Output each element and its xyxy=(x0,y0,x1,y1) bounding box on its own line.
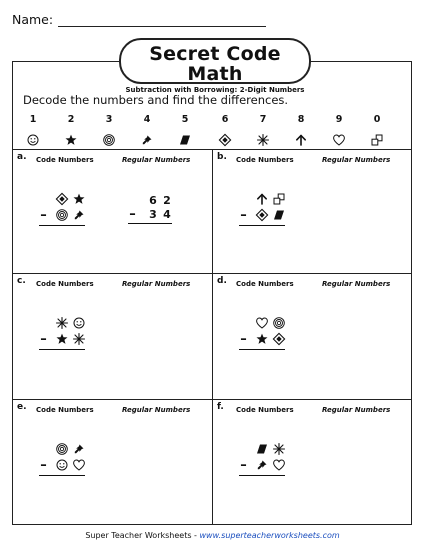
minus-sign: – xyxy=(40,331,47,347)
arrow-up-icon xyxy=(255,193,268,206)
answer-line xyxy=(239,349,285,350)
problem-letter: c. xyxy=(17,276,26,286)
name-label: Name: xyxy=(12,12,54,27)
pushpin-icon xyxy=(72,209,85,222)
name-field-line[interactable] xyxy=(58,26,266,27)
star-icon xyxy=(56,133,86,147)
code-numbers-heading: Code Numbers xyxy=(236,156,294,164)
key-digit: 0 xyxy=(373,114,381,125)
page-title: Secret Code Math xyxy=(149,43,281,85)
star-icon xyxy=(72,193,85,206)
minus-sign: – xyxy=(240,207,247,223)
key-entry-4 xyxy=(132,114,162,147)
code-bottom-row xyxy=(239,207,285,223)
page-subtitle: Subtraction with Borrowing: 2-Digit Numbers xyxy=(125,86,305,94)
code-top-row xyxy=(39,315,85,331)
regular-top-row xyxy=(128,193,172,207)
diamond-icon xyxy=(55,193,68,206)
key-digit: 5 xyxy=(181,114,189,125)
code-numbers-heading: Code Numbers xyxy=(236,280,294,288)
asterisk-icon xyxy=(55,317,68,330)
key-digit: 3 xyxy=(105,114,113,125)
code-bottom-row xyxy=(239,457,285,473)
pushpin-icon xyxy=(255,459,268,472)
title-box xyxy=(119,38,311,94)
regular-bottom-row xyxy=(128,207,172,221)
regular-numbers-heading: Regular Numbers xyxy=(322,156,391,164)
minus-sign: – xyxy=(129,206,136,222)
code-bottom-row xyxy=(39,457,85,473)
regular-digit: 3 xyxy=(149,207,157,221)
code-problem xyxy=(239,315,285,350)
answer-line xyxy=(39,349,85,350)
code-problem xyxy=(39,191,85,226)
instructions: Decode the numbers and find the differences. xyxy=(23,93,289,107)
code-numbers-heading: Code Numbers xyxy=(236,406,294,414)
key-entry-0 xyxy=(362,114,392,147)
code-problem xyxy=(239,191,285,226)
pushpin-icon xyxy=(72,443,85,456)
regular-problem xyxy=(128,193,172,224)
diamond-icon xyxy=(272,333,285,346)
regular-numbers-heading: Regular Numbers xyxy=(122,280,191,288)
problem-b xyxy=(212,149,412,273)
code-top-row xyxy=(239,315,285,331)
minus-sign: – xyxy=(240,457,247,473)
minus-sign: – xyxy=(240,331,247,347)
code-bottom-row xyxy=(39,207,85,223)
regular-digit: 6 xyxy=(149,193,157,207)
key-digit: 2 xyxy=(67,114,75,125)
code-bottom-row xyxy=(239,331,285,347)
key-entry-5 xyxy=(170,114,200,147)
arrow-up-icon xyxy=(286,133,316,147)
footer-url[interactable]: www.superteacherworksheets.com xyxy=(199,531,340,540)
answer-line xyxy=(39,475,85,476)
minus-sign: – xyxy=(40,457,47,473)
answer-line xyxy=(239,225,285,226)
key-digit: 9 xyxy=(335,114,343,125)
heart-icon xyxy=(255,317,268,330)
answer-line xyxy=(128,223,172,224)
key-entry-3 xyxy=(94,114,124,147)
asterisk-icon xyxy=(248,133,278,147)
parallelogram-icon xyxy=(255,443,268,456)
code-top-row xyxy=(239,441,285,457)
star-icon xyxy=(55,333,68,346)
answer-line xyxy=(239,475,285,476)
problem-letter: d. xyxy=(217,276,227,286)
diamond-icon xyxy=(255,209,268,222)
key-digit: 1 xyxy=(29,114,37,125)
code-problem xyxy=(39,315,85,350)
smiley-icon xyxy=(72,317,85,330)
problem-d xyxy=(212,273,412,397)
key-digit: 6 xyxy=(221,114,229,125)
problem-a xyxy=(12,149,212,273)
footer-site-name: Super Teacher Worksheets - xyxy=(85,531,200,540)
heart-icon xyxy=(72,459,85,472)
regular-digit: 2 xyxy=(163,193,171,207)
parallelogram-icon xyxy=(272,209,285,222)
parallelogram-icon xyxy=(170,133,200,147)
regular-numbers-heading: Regular Numbers xyxy=(322,280,391,288)
smiley-icon xyxy=(18,133,48,147)
key-digit: 8 xyxy=(297,114,305,125)
key-entry-8 xyxy=(286,114,316,147)
code-top-row xyxy=(39,191,85,207)
asterisk-icon xyxy=(72,333,85,346)
key-digit: 7 xyxy=(259,114,267,125)
key-entry-9 xyxy=(324,114,354,147)
problem-e xyxy=(12,399,212,523)
regular-numbers-heading: Regular Numbers xyxy=(122,406,191,414)
pushpin-icon xyxy=(132,133,162,147)
spiral-icon xyxy=(272,317,285,330)
smiley-icon xyxy=(55,459,68,472)
footer xyxy=(0,531,425,540)
spiral-icon xyxy=(55,443,68,456)
heart-icon xyxy=(324,133,354,147)
code-top-row xyxy=(239,191,285,207)
problem-letter: e. xyxy=(17,402,27,412)
code-numbers-heading: Code Numbers xyxy=(36,280,94,288)
minus-sign: – xyxy=(40,207,47,223)
key-entry-1 xyxy=(18,114,48,147)
problem-letter: f. xyxy=(217,402,224,412)
asterisk-icon xyxy=(272,443,285,456)
regular-numbers-heading: Regular Numbers xyxy=(322,406,391,414)
regular-numbers-heading: Regular Numbers xyxy=(122,156,191,164)
key-digit: 4 xyxy=(143,114,151,125)
star-icon xyxy=(255,333,268,346)
problem-c xyxy=(12,273,212,397)
spiral-icon xyxy=(94,133,124,147)
code-numbers-heading: Code Numbers xyxy=(36,156,94,164)
problem-letter: b. xyxy=(217,152,227,162)
key-entry-6 xyxy=(210,114,240,147)
regular-digit: 4 xyxy=(163,207,171,221)
squares-icon xyxy=(272,193,285,206)
spiral-icon xyxy=(55,209,68,222)
code-top-row xyxy=(39,441,85,457)
key-entry-2 xyxy=(56,114,86,147)
answer-line xyxy=(39,225,85,226)
code-bottom-row xyxy=(39,331,85,347)
problem-f xyxy=(212,399,412,523)
squares-icon xyxy=(362,133,392,147)
problem-letter: a. xyxy=(17,152,27,162)
code-numbers-heading: Code Numbers xyxy=(36,406,94,414)
code-problem xyxy=(239,441,285,476)
code-problem xyxy=(39,441,85,476)
key-entry-7 xyxy=(248,114,278,147)
heart-icon xyxy=(272,459,285,472)
diamond-icon xyxy=(210,133,240,147)
